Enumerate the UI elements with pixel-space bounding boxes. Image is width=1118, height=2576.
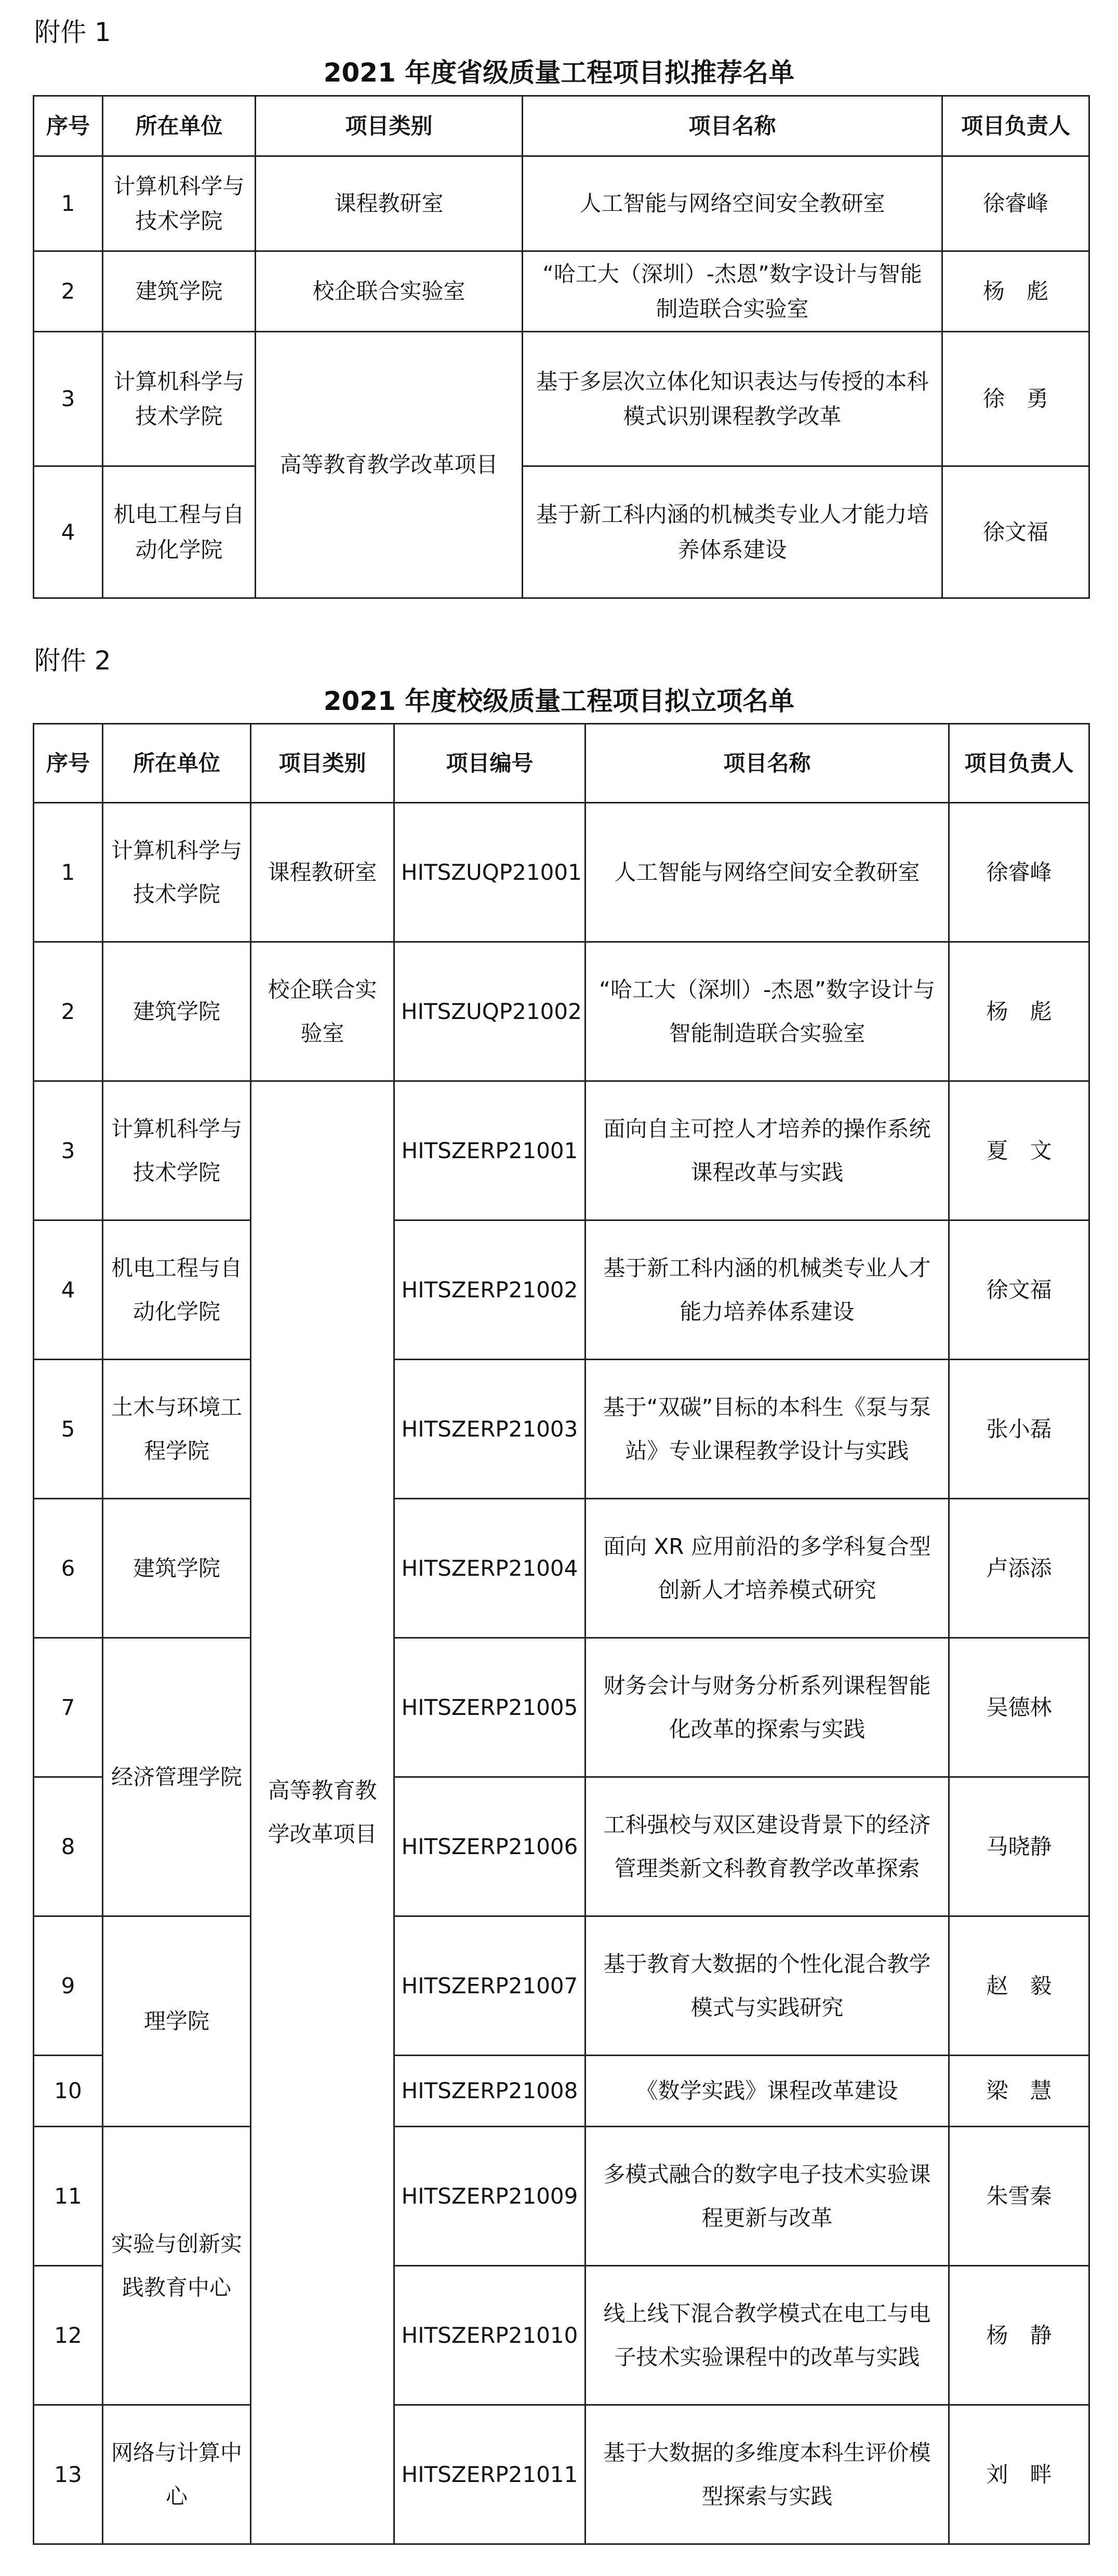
cell-unit: 计算机科学与技术学院 <box>103 156 256 251</box>
cell-leader: 卢添添 <box>949 1499 1089 1638</box>
header-unit: 所在单位 <box>103 96 256 156</box>
cell-leader: 朱雪秦 <box>949 2127 1089 2266</box>
cell-name: 人工智能与网络空间安全教研室 <box>523 156 942 251</box>
table-header-row <box>34 724 1089 803</box>
cell-unit: 计算机科学与技术学院 <box>103 332 256 466</box>
cell-no: 4 <box>34 466 103 598</box>
table-row <box>34 1360 1089 1499</box>
cell-code: HITSZERP21008 <box>394 2056 585 2127</box>
cell-leader: 徐睿峰 <box>949 803 1089 942</box>
cell-name: 《数学实践》课程改革建设 <box>585 2056 949 2127</box>
cell-no: 11 <box>34 2127 103 2266</box>
cell-leader: 刘 畔 <box>949 2405 1089 2544</box>
table-row <box>34 251 1089 332</box>
cell-unit: 计算机科学与技术学院 <box>103 803 251 942</box>
cell-no: 5 <box>34 1360 103 1499</box>
cell-name: 基于新工科内涵的机械类专业人才能力培养体系建设 <box>523 466 942 598</box>
cell-code: HITSZERP21004 <box>394 1499 585 1638</box>
cell-name: “哈工大（深圳）-杰恩”数字设计与智能制造联合实验室 <box>523 251 942 332</box>
cell-code: HITSZERP21001 <box>394 1081 585 1220</box>
cell-leader: 梁 慧 <box>949 2056 1089 2127</box>
table-header-row <box>34 96 1089 156</box>
table-row <box>34 2127 1089 2266</box>
cell-code: HITSZERP21009 <box>394 2127 585 2266</box>
cell-name: 面向 XR 应用前沿的多学科复合型创新人才培养模式研究 <box>585 1499 949 1638</box>
cell-no: 1 <box>34 803 103 942</box>
cell-unit: 土木与环境工程学院 <box>103 1360 251 1499</box>
cell-name: 线上线下混合教学模式在电工与电子技术实验课程中的改革与实践 <box>585 2266 949 2405</box>
cell-code: HITSZERP21002 <box>394 1220 585 1360</box>
cell-unit: 建筑学院 <box>103 251 256 332</box>
cell-leader: 杨 静 <box>949 2266 1089 2405</box>
table-row <box>34 942 1089 1081</box>
cell-leader: 徐文福 <box>949 1220 1089 1360</box>
cell-unit: 理学院 <box>103 1916 251 2127</box>
cell-leader: 徐睿峰 <box>942 156 1089 251</box>
cell-unit: 实验与创新实践教育中心 <box>103 2127 251 2405</box>
header-category: 项目类别 <box>251 724 394 803</box>
table-row <box>34 2405 1089 2544</box>
cell-name: 基于多层次立体化知识表达与传授的本科模式识别课程教学改革 <box>523 332 942 466</box>
cell-code: HITSZERP21005 <box>394 1638 585 1777</box>
table-row <box>34 1499 1089 1638</box>
header-leader: 项目负责人 <box>942 96 1089 156</box>
cell-name: 多模式融合的数字电子技术实验课程更新与改革 <box>585 2127 949 2266</box>
cell-code: HITSZUQP21002 <box>394 942 585 1081</box>
header-code: 项目编号 <box>394 724 585 803</box>
cell-leader: 杨 彪 <box>949 942 1089 1081</box>
cell-name: 工科强校与双区建设背景下的经济管理类新文科教育教学改革探索 <box>585 1777 949 1916</box>
cell-no: 7 <box>34 1638 103 1777</box>
cell-code: HITSZERP21006 <box>394 1777 585 1916</box>
cell-no: 12 <box>34 2266 103 2405</box>
cell-name: 基于大数据的多维度本科生评价模型探索与实践 <box>585 2405 949 2544</box>
cell-name: 人工智能与网络空间安全教研室 <box>585 803 949 942</box>
cell-category: 课程教研室 <box>251 803 394 942</box>
cell-unit: 经济管理学院 <box>103 1638 251 1916</box>
cell-no: 3 <box>34 1081 103 1220</box>
cell-leader: 杨 彪 <box>942 251 1089 332</box>
cell-category: 校企联合实验室 <box>251 942 394 1081</box>
cell-leader: 赵 毅 <box>949 1916 1089 2056</box>
cell-no: 2 <box>34 942 103 1081</box>
header-unit: 所在单位 <box>103 724 251 803</box>
table-row <box>34 803 1089 942</box>
cell-name: “哈工大（深圳）-杰恩”数字设计与智能制造联合实验室 <box>585 942 949 1081</box>
cell-category: 校企联合实验室 <box>256 251 523 332</box>
header-name: 项目名称 <box>585 724 949 803</box>
cell-name: 基于“双碳”目标的本科生《泵与泵站》专业课程教学设计与实践 <box>585 1360 949 1499</box>
table-row <box>34 1638 1089 1777</box>
cell-unit: 建筑学院 <box>103 942 251 1081</box>
cell-unit: 计算机科学与技术学院 <box>103 1081 251 1220</box>
cell-code: HITSZUQP21001 <box>394 803 585 942</box>
cell-code: HITSZERP21010 <box>394 2266 585 2405</box>
table-row <box>34 156 1089 251</box>
header-no: 序号 <box>34 96 103 156</box>
cell-code: HITSZERP21007 <box>394 1916 585 2056</box>
cell-name: 基于教育大数据的个性化混合教学模式与实践研究 <box>585 1916 949 2056</box>
cell-unit: 机电工程与自动化学院 <box>103 1220 251 1360</box>
cell-no: 4 <box>34 1220 103 1360</box>
cell-no: 10 <box>34 2056 103 2127</box>
header-no: 序号 <box>34 724 103 803</box>
table-row <box>34 1916 1089 2056</box>
cell-no: 9 <box>34 1916 103 2056</box>
cell-leader: 徐文福 <box>942 466 1089 598</box>
table-row <box>34 1081 1089 1220</box>
table-row <box>34 1220 1089 1360</box>
cell-no: 6 <box>34 1499 103 1638</box>
school-project-table <box>33 723 1090 2545</box>
cell-code: HITSZERP21003 <box>394 1360 585 1499</box>
header-name: 项目名称 <box>523 96 942 156</box>
cell-code: HITSZERP21011 <box>394 2405 585 2544</box>
attachment2-label: 附件 2 <box>34 646 111 676</box>
table-row <box>34 332 1089 466</box>
cell-name: 基于新工科内涵的机械类专业人才能力培养体系建设 <box>585 1220 949 1360</box>
provincial-project-table <box>33 95 1090 599</box>
cell-name: 面向自主可控人才培养的操作系统课程改革与实践 <box>585 1081 949 1220</box>
cell-unit: 网络与计算中心 <box>103 2405 251 2544</box>
table-row <box>34 466 1089 598</box>
cell-unit: 机电工程与自动化学院 <box>103 466 256 598</box>
attachment1-title: 2021 年度省级质量工程项目拟推荐名单 <box>323 58 795 88</box>
cell-unit: 建筑学院 <box>103 1499 251 1638</box>
cell-no: 13 <box>34 2405 103 2544</box>
cell-leader: 吴德林 <box>949 1638 1089 1777</box>
header-category: 项目类别 <box>256 96 523 156</box>
cell-leader: 马晓静 <box>949 1777 1089 1916</box>
attachment1-label: 附件 1 <box>34 17 111 47</box>
cell-no: 1 <box>34 156 103 251</box>
cell-category: 高等教育教学改革项目 <box>251 1081 394 2544</box>
cell-leader: 张小磊 <box>949 1360 1089 1499</box>
cell-no: 8 <box>34 1777 103 1916</box>
cell-name: 财务会计与财务分析系列课程智能化改革的探索与实践 <box>585 1638 949 1777</box>
cell-leader: 夏 文 <box>949 1081 1089 1220</box>
attachment2-title: 2021 年度校级质量工程项目拟立项名单 <box>323 686 795 716</box>
cell-no: 3 <box>34 332 103 466</box>
header-leader: 项目负责人 <box>949 724 1089 803</box>
cell-no: 2 <box>34 251 103 332</box>
cell-category: 课程教研室 <box>256 156 523 251</box>
cell-leader: 徐 勇 <box>942 332 1089 466</box>
cell-category: 高等教育教学改革项目 <box>256 332 523 598</box>
